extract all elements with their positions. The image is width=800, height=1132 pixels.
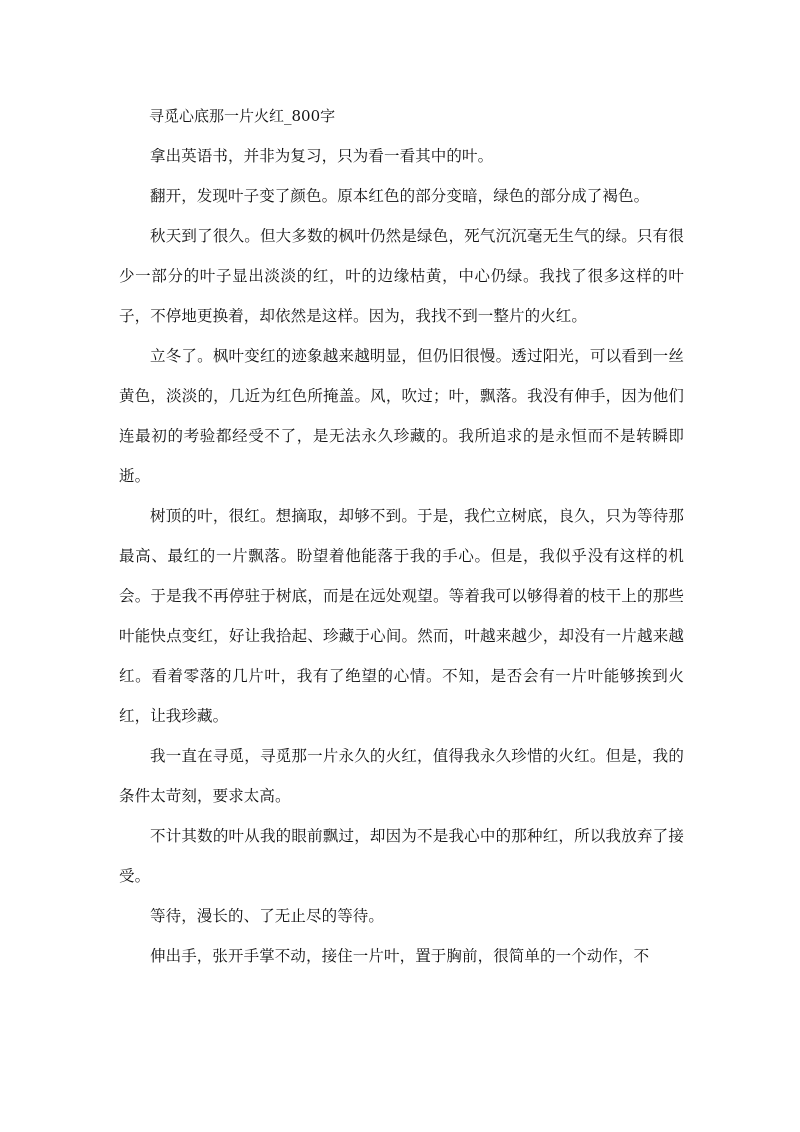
document-page [119,96,684,976]
document-title: 寻觅心底那一片火红_800字 [149,107,336,125]
paragraph: 树顶的叶，很红。想摘取，却够不到。于是，我伫立树底，良久，只为等待那最高、最红的一片飘落。盼望着他能落于我的手心。但是，我似乎没有这样的机会。于是我不再停驻于树底，而是在远处观望。等着我可以够得着的枝干上的那些叶能快点变红，好让我拾起、珍藏于心间。然而，叶越来越少，却没有一片越来越红。看着零落的几片叶，我有了绝望的心情。不知，是否会有一片叶能够挨到火红，让我珍藏。 [119,507,684,725]
paragraph: 立冬了。枫叶变红的迹象越来越明显，但仍旧很慢。透过阳光，可以看到一丝黄色，淡淡的，几近为红色所掩盖。风，吹过；叶，飘落。我没有伸手，因为他们连最初的考验都经受不了，是无法永久珍藏的。我所追求的是永恒而不是转瞬即逝。 [119,347,684,485]
paragraph: 不计其数的叶从我的眼前飘过，却因为不是我心中的那种红，所以我放弃了接受。 [119,827,684,885]
paragraph: 伸出手，张开手掌不动，接住一片叶，置于胸前，很简单的一个动作，不 [150,947,650,965]
paragraph: 等待，漫长的、了无止尽的等待。 [150,907,385,925]
paragraph: 我一直在寻觅，寻觅那一片永久的火红，值得我永久珍惜的火红。但是，我的条件太苛刻，要求太高。 [119,747,684,805]
paragraph: 拿出英语书，并非为复习，只为看一看其中的叶。 [150,147,494,165]
paragraph: 翻开，发现叶子变了颜色。原本红色的部分变暗，绿色的部分成了褐色。 [150,187,650,205]
paragraph: 秋天到了很久。但大多数的枫叶仍然是绿色，死气沉沉毫无生气的绿。只有很少一部分的叶子显出淡淡的红，叶的边缘枯黄，中心仍绿。我找了很多这样的叶子，不停地更换着，却依然是这样。因为，我找不到一整片的火红。 [119,227,684,325]
